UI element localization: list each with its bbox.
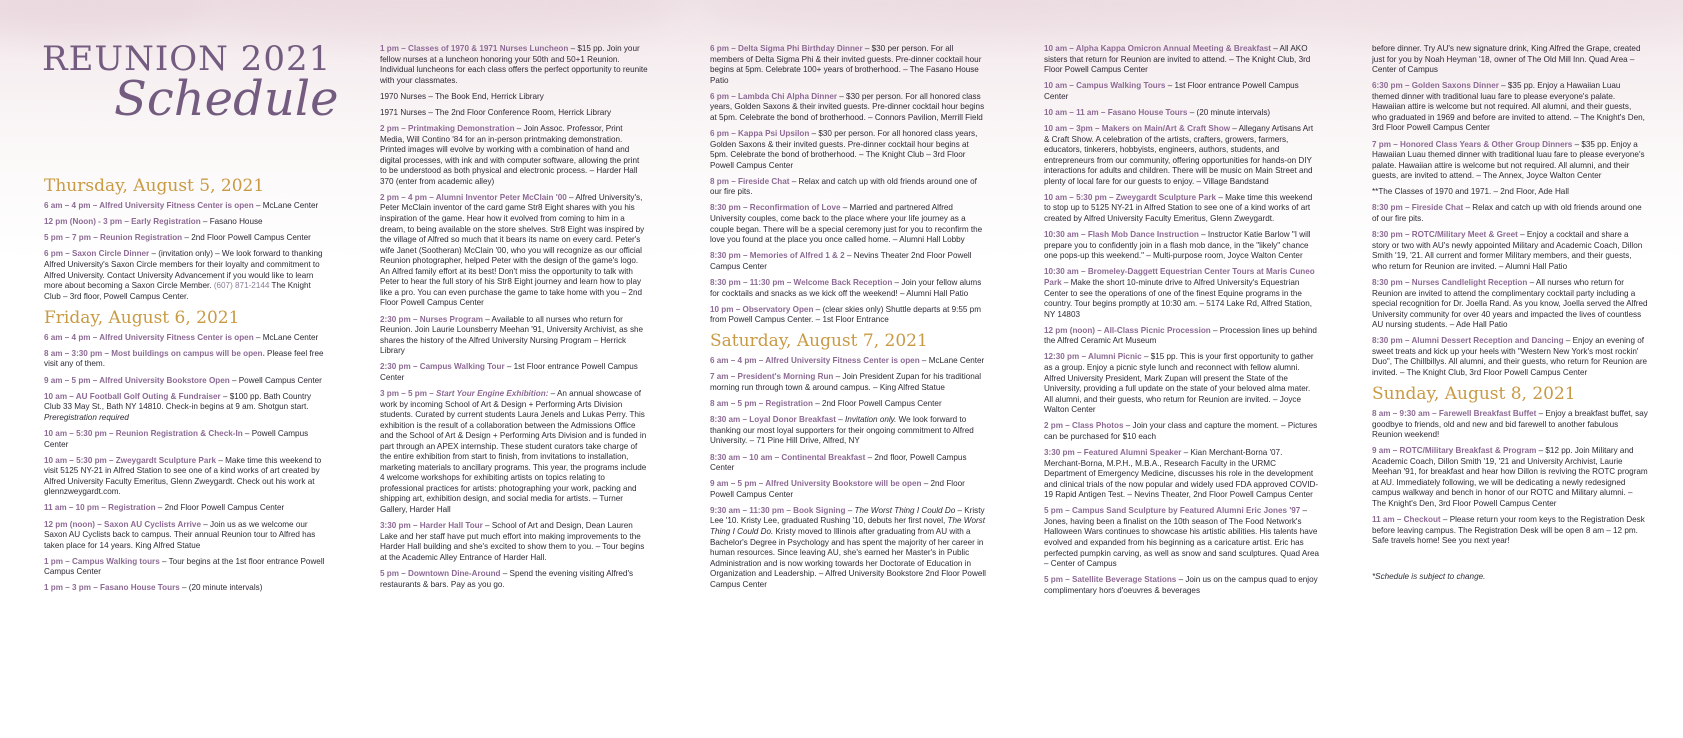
event-entry: [1044, 506, 1320, 569]
event-text: **The Classes of 1970 and 1971. – 2nd Floor, Ade Hall: [1372, 187, 1569, 197]
sky-cloud: [0, 0, 200, 40]
schedule-column-5: [1372, 44, 1648, 589]
event-text: The Worst Thing I Could Do: [854, 505, 956, 515]
event-title: 8 am – 9:30 am – Farewell Breakfast Buffet: [1372, 409, 1537, 419]
event-title: 8:30 pm – Nurses Candlelight Reception: [1372, 277, 1528, 287]
event-entry: [1044, 267, 1320, 320]
event-title: 6 am – 4 pm – Alfred University Fitness Center is open: [44, 332, 254, 342]
event-text: 1970 Nurses – The Book End, Herrick Library: [380, 91, 544, 101]
event-text: – Allegany Artisans Art & Craft Show. A celebration of the artists, crafters, growers, farmers, educators, tinkerers, hobbyists, engineers, authors, students, and entrepreneurs from our community, offering opportunities for hands-on DIY interactions for adults and children. There will be music on Main Street and plenty of local fare for our guests to enjoy. – Village Bandstand: [1044, 124, 1314, 186]
event-title: 11 am – Checkout: [1372, 515, 1441, 525]
event-title: 9:30 am – 11:30 pm – Book Signing: [710, 505, 846, 515]
event-title: 10 am – 5:30 pm – Zweygardt Sculpture Park: [44, 455, 217, 465]
event-text: The Knight Club – 3rd floor, Powell Campus Center.: [44, 281, 311, 301]
event-text: – Procession lines up behind the Alfred Ceramic Art Museum: [1044, 325, 1317, 346]
event-text: – McLane Center: [253, 201, 319, 210]
event-entry: [44, 520, 326, 552]
event-text: – Nevins Theater 2nd Floor Powell Campus Center: [710, 251, 972, 271]
event-text: – All nurses who return for Reunion are invited to attend the complimentary cocktail party including a special recognition for Dr. Joella Rand. As you know, Joella served the Alfred University community for over 40 years and impacted the lives of countless AU nursing students. – Ade Hall Patio: [1372, 277, 1648, 330]
event-text: – 2nd Floor Powell Campus Center: [812, 399, 942, 409]
schedule-subtitle: Schedule: [114, 71, 339, 127]
event-entry: [710, 305, 988, 326]
event-text: – Instructor Katie Barlow "I will prepare you to confidently join in a flash mob dance, in the "likely" chance one pops-up this weekend." – Multi-purpose room, Joyce Walton Center: [1044, 230, 1311, 261]
event-text: – $30 per person. For all members of Delta Sigma Phi & their invited guests. Pre-dinner cocktail hour begins at 5pm. Celebrate 100+ years of brotherhood. – The Fasano House Patio: [710, 44, 982, 85]
event-text: – $35 pp. Enjoy a Hawaiian Luau themed dinner with traditional luau fare to please everyone's palate. Hawaiian attire is welcome but not required. All alumni, and their guests, who graduated in 1969 and before are invited to attend. – The Knight's Den, 3rd Floor Powell Campus Center: [1372, 81, 1645, 133]
event-text: – Fasano House: [200, 217, 263, 227]
event-text: – An annual showcase of work by incoming School of Art & Design + Performing Arts Division students. Curated by current students Laura Jenels and Lukas Perry. This exhibition is the result of a collaboration between the Admissions Office and the School of Art & Design + Performing Arts Division and is funded in part through an APEX internship. These student curators take charge of the entire exhibition from start to finish, from invitations to installation, marketing materials to ancillary programs. This year, the programs include 4 welcome workshops for exhibiting artists on topics relating to professional practices for artists: photographing your work, packing and shipping art, exhibition design, and social media for artists. – Turner Gallery, Harder Hall: [380, 389, 647, 515]
event-title: 7 pm – Honored Class Years & Other Group Dinners: [1372, 139, 1573, 149]
event-entry: [44, 349, 326, 370]
event-text: – Relax and catch up with old friends around one of our fire pits.: [1372, 203, 1642, 224]
event-text: – Jones, having been a finalist on the 10th season of The Food Network's Halloween Wars continues to showcase his artistic abilities. His talents have evolved and expanded from his beginning as a caricature artist. Eric has perfected pumpkin carving, as well as snow and sand sculptures. Quad Area – Center of Campus: [1044, 506, 1320, 569]
event-title: 1 pm – Classes of 1970 & 1971 Nurses Luncheon: [380, 44, 569, 53]
event-entry: [710, 453, 988, 474]
event-entry: [44, 376, 326, 387]
event-title: 2 pm – 4 pm – Alumni Inventor Peter McClain '00: [380, 192, 567, 202]
day-heading: Friday, August 6, 2021: [44, 307, 240, 328]
day-heading: Saturday, August 7, 2021: [710, 331, 928, 352]
event-text: – Join us as we welcome our Saxon AU Cyclists back to campus. Their annual Reunion tour to Alfred has taken place for 14 years. King Alfred Statue: [44, 519, 316, 550]
event-title: 10 am – 3pm – Makers on Main/Art & Craft Show: [1044, 124, 1231, 134]
event-text: *Schedule is subject to change.: [1372, 572, 1486, 582]
event-entry: [1044, 326, 1320, 347]
event-text: – $15 pp. Join your fellow nurses at a luncheon honoring your 50th and 50+1 Reunion. Individual luncheons for each class offers the perfect opportunity to reunite with your classmates.: [380, 44, 648, 85]
event-title: 2:30 pm – Campus Walking Tour: [380, 362, 505, 372]
event-entry: [1044, 124, 1320, 187]
event-entry: [710, 479, 988, 500]
event-text: – $100 pp. Bath Country Club 33 May St., Bath NY 14810. Check-in begins at 9 am. Shotgun start.: [44, 391, 312, 412]
event-title: 1 pm – Campus Walking tours: [44, 556, 160, 566]
event-title: 8:30 am – Loyal Donor Breakfast: [710, 415, 836, 425]
event-text: – Enjoy a breakfast buffet, say goodbye to friends, old and new and bid farewell to another fabulous Reunion weekend!: [1372, 409, 1648, 440]
event-entry: [710, 44, 988, 86]
event-text: – Join Assoc. Professor, Print Media, Will Contino '84 for an in-person printmaking demonstration. Printed images will evolve by working with a combination of hand and digital processes, with ink and with computer software, allowing the print to be understood as both physical and electronic process. – Harder Hall 370 (enter from academic alley): [380, 124, 640, 186]
reunion-header: [42, 39, 339, 127]
event-title: 3:30 pm – Featured Alumni Speaker: [1044, 447, 1182, 457]
event-entry: [380, 92, 648, 103]
event-entry: [44, 333, 326, 344]
event-text: – Make the short 10-minute drive to Alfred University's Equestrian Center to see the operations of one of the finest Equine programs in the country. Tour begins promptly at 10:30 am. – 5174 Lake Rd, Alfred Station, NY 14803: [1044, 277, 1312, 319]
event-title: 2:30 pm – Nurses Program: [380, 314, 483, 324]
event-title: 9 am – 5 pm – Alfred University Bookstore Open: [44, 375, 230, 385]
event-entry: [44, 503, 326, 514]
event-text: – 1st Floor entrance Powell Campus Center: [1044, 81, 1299, 101]
event-title: 3 pm – 5 pm –: [380, 389, 436, 399]
event-entry: [710, 177, 988, 198]
event-entry: [44, 557, 326, 578]
event-title: 8:30 am – 10 am – Continental Breakfast: [710, 452, 866, 462]
event-entry: [710, 372, 988, 393]
event-title: 9 am – 5 pm – Alfred University Bookstore will be open: [710, 479, 922, 489]
event-text: – (20 minute intervals): [1187, 107, 1271, 117]
event-text: – (20 minute intervals): [179, 583, 263, 593]
event-text: – $30 per person. For all honored class years, Golden Saxons & their invited guests. Pre-dinner cocktail hour begins at 5pm. Celebrate the bond of brotherhood. – The Knight Club – 3rd Floor Powell Campus Center: [710, 129, 978, 170]
sky-cloud: [1280, 0, 1683, 35]
event-text: Preregistration required: [44, 412, 129, 422]
event-text: – 2nd floor, Powell Campus Center: [710, 452, 967, 473]
event-text: – McLane Center: [919, 356, 985, 366]
event-title: 3:30 pm – Harder Hall Tour: [380, 521, 483, 531]
event-title: 6 pm – Kappa Psi Upsilon: [710, 129, 810, 139]
event-text: – Join your class and capture the moment. – Pictures can be purchased for $10 each: [1044, 421, 1318, 441]
event-entry: [1372, 44, 1648, 76]
event-text: Kristy moved to Illinois after graduating from AU with a Bachelor's Degree in Psychology and has spent the majority of her career in human resources. Since leaving AU, she's earned her Master's in Public Administration and is now working towards her Doctorate of Education in Organization and Leadership. – Alfred University Bookstore 2nd Floor Powell Campus Center: [710, 527, 986, 589]
event-entry: [44, 456, 326, 498]
event-text: We look forward to thanking our most loyal supporters for their ongoing commitment to Alfred University. – 71 Pine Hill Drive, Alfred, NY: [710, 415, 974, 446]
event-entry: [44, 583, 326, 594]
event-entry: [710, 251, 988, 272]
event-entry: [44, 233, 326, 244]
event-text: – Spend the evening visiting Alfred's restaurants & bars. Pay as you go.: [380, 568, 634, 589]
event-entry: [1044, 81, 1320, 102]
event-title: 6 pm – Saxon Circle Dinner: [44, 249, 150, 259]
event-entry: [1372, 446, 1648, 509]
event-text: – Tour begins at the 1st floor entrance Powell Campus Center: [44, 556, 325, 577]
event-text: – School of Art and Design, Dean Lauren Lake and her staff have put much effort into making improvements to the Harder Hall building and she's excited to show them to you. – Tour begins at the Academic Alley Entrance of Harder Hall.: [380, 521, 645, 562]
event-entry: [380, 315, 648, 357]
event-text: – 2nd Floor Powell Campus Center: [155, 503, 285, 513]
event-title: 10 am – Alpha Kappa Omicron Annual Meeting & Breakfast: [1044, 44, 1271, 53]
day-heading: Thursday, August 5, 2021: [44, 176, 265, 196]
event-text: – Married and partnered Alfred University couples, come back to the place where your life journey as a couple began. There will be a special ceremony just for you to reconfirm the love you found at the place you once called home. – Alumni Hall Lobby: [710, 203, 983, 245]
event-title: 12 pm (Noon) - 3 pm – Early Registration: [44, 217, 201, 227]
event-text: – (clear skies only) Shuttle departs at 9:55 pm from Powell Campus Center. – 1st Floor Entrance: [710, 304, 981, 325]
event-title: Start Your Engine Exhibition:: [436, 389, 549, 399]
event-text: – McLane Center: [253, 332, 319, 342]
event-text: – $35 pp. Enjoy a Hawaiian Luau themed dinner with traditional luau fare to please everyone's palate. Hawaiian attire is welcome but not required. All alumni, and their guests, are invited to attend. – The Annex, Joyce Walton Center: [1372, 139, 1645, 181]
event-entry: [710, 399, 988, 410]
event-entry: [1044, 193, 1320, 225]
event-text: – All AKO sisters that return for Reunion are invited to attend. – The Knight Club, 3rd Floor Powell Campus Center: [1044, 44, 1311, 75]
event-title: 12 pm (noon) – Saxon AU Cyclists Arrive: [44, 519, 201, 529]
event-text: – Powell Campus Center: [229, 375, 322, 385]
event-entry: [1044, 352, 1320, 415]
event-title: 8:30 pm – ROTC/Military Meet & Greet: [1372, 230, 1518, 240]
event-entry: [1044, 575, 1320, 596]
event-title: 8 pm – Fireside Chat: [710, 176, 790, 186]
event-entry: [1372, 203, 1648, 224]
event-title: 10:30 am – Flash Mob Dance Instruction: [1044, 230, 1199, 240]
event-entry: [1372, 81, 1648, 134]
event-title: 10 am – 5:30 pm – Zweygardt Sculpture Park: [1044, 192, 1217, 202]
event-entry: [1372, 140, 1648, 182]
event-entry: [44, 429, 326, 450]
event-text: – Available to all nurses who return for Reunion. Join Laurie Lounsberry Meehan '91, University Archivist, as she shares the history of the Alfred University Nursing Program – Herrick Library: [380, 314, 644, 356]
event-text: Invitation only.: [845, 415, 897, 425]
event-title: 7 am – President's Morning Run: [710, 372, 834, 382]
event-title: 6 am – 4 pm – Alfred University Fitness Center is open: [44, 201, 254, 210]
event-entry: [44, 249, 326, 302]
event-text: – Enjoy a cocktail and share a story or two with AU's newly appointed Military and Academic Coach, Dillon Smith '19, '21. All current and former Military members, and their guests, who return for Reunion are invited. – Alumni Hall Patio: [1372, 230, 1643, 271]
event-entry: [710, 203, 988, 245]
event-entry: [710, 129, 988, 171]
schedule-column-1: [44, 176, 326, 600]
event-entry: [1372, 278, 1648, 331]
event-title: 6 pm – Delta Sigma Phi Birthday Dinner: [710, 44, 863, 53]
event-entry: [710, 415, 988, 447]
event-entry: [44, 201, 326, 212]
event-entry: [710, 506, 988, 590]
event-title: 10 am – AU Football Golf Outing & Fundraiser: [44, 391, 221, 401]
schedule-column-3: [710, 44, 988, 596]
event-title: 12 pm (noon) – All-Class Picnic Procession: [1044, 325, 1211, 335]
event-title: 6:30 pm – Golden Saxons Dinner: [1372, 81, 1499, 91]
sky-cloud: [160, 0, 680, 40]
day-heading: Sunday, August 8, 2021: [1372, 384, 1576, 405]
event-text: before dinner. Try AU's new signature drink, King Alfred the Grape, created just for you by Noah Heyman '18, owner of The Old Mill Inn. Quad Area – Center of Campus: [1372, 44, 1641, 75]
event-entry: [380, 44, 648, 86]
reunion-title: REUNION 2021: [42, 39, 332, 79]
event-text: – 2nd Floor Powell Campus Center: [710, 479, 965, 499]
event-title: 10 am – 5:30 pm – Reunion Registration & Check-In: [44, 428, 243, 438]
event-text: – Join President Zupan for his traditional morning run through town & around campus. – King Alfred Statue: [710, 372, 982, 393]
event-text: – 1st Floor entrance Powell Campus Center: [380, 362, 638, 382]
event-text: – Enjoy an evening of sweet treats and kick up your heels with "Western New York's most rockin' Duo", The Chillbillys. All alumni, and their guests, who return for Reunion are invited. – The Knight Club, 3rd Floor Powell Campus Center: [1372, 336, 1648, 377]
event-text: – $12 pp. Join Military and Academic Coach, Dillon Smith '19, '21 and University Archivist, Laurie Meehan '91, for breakfast and hear how Dillon is reviving the ROTC program at AU. Immediately following, we will be dedicating a newly redesigned campus walkway and bench in honor of our ROTC and Military alumni. – The Knight's Den, 3rd Floor Powell Campus Center: [1372, 446, 1648, 509]
event-text: – Please return your room keys to the Registration Desk before leaving campus. The Registration Desk will be open 8 am – 12 pm. Safe travels home! See you next year!: [1372, 515, 1645, 546]
event-title: 11 am – 10 pm – Registration: [44, 503, 156, 513]
event-entry: [1372, 336, 1648, 378]
event-entry: [380, 389, 648, 516]
schedule-column-2: [380, 44, 648, 596]
event-title: 10 am – Campus Walking Tours: [1044, 81, 1166, 91]
event-title: 8 am – 3:30 pm – Most buildings on campus will be open.: [44, 348, 265, 358]
event-title: 2 pm – Printmaking Demonstration: [380, 124, 515, 134]
event-text: – Alfred University's, Peter McClain inventor of the card game Str8 Eight shares with you his inspiration of the game. Hear how it evolved from coming to him in a dream, to being available on the store shelves. Str8 Eight was inspired by the village of Alfred so much that it bears its name on every card. Peter's wife Janet (Sootheran) McClain '00, who you will recognize as our official Reunion photographer, helped Peter with the design of the game's logo. An Alfred family effort at its best! Don't miss the opportunity to talk with Peter to hear the full story of his Str8 Eight journey and learn how to play like a pro. You can even purchase the game to take home with you – 2nd Floor Powell Campus Center: [380, 192, 645, 308]
event-text: – Kristy Lee '10. Kristy Lee, graduated Rushing '10, debuts her first novel,: [710, 505, 985, 526]
event-text: – Join your fellow alums for cocktails and snacks as we kick off the weekend! – Alumni Hall Patio: [710, 277, 982, 298]
event-text: 1971 Nurses – The 2nd Floor Conference Room, Herrick Library: [380, 107, 612, 117]
event-entry: [1044, 108, 1320, 119]
spacer: [1372, 552, 1648, 572]
event-text: Please feel free visit any of them.: [44, 348, 324, 369]
event-title: 10 am – 11 am – Fasano House Tours: [1044, 107, 1188, 117]
event-entry: [380, 193, 648, 309]
event-entry: [1372, 572, 1648, 583]
phone-number: (607) 871-2144: [213, 281, 270, 291]
event-entry: [1044, 230, 1320, 262]
event-title: 5 pm – 7 pm – Reunion Registration: [44, 233, 183, 243]
event-text: – Kian Merchant-Borna '07. Merchant-Borna, M.P.H., M.B.A., Research Faculty in the URMC Department of Emergency Medicine, discusses his role in the development and clinical trials of the now popular and widely used FDA approved COVID-19 Rapid Antigen Test. – Nevins Theater, 2nd Floor Powell Campus Center: [1044, 447, 1319, 500]
event-entry: [1044, 448, 1320, 501]
event-title: 10:30 am – Bromeley-Daggett Equestrian Center Tours at Maris Cuneo Park: [1044, 267, 1315, 287]
event-entry: [380, 108, 648, 119]
event-entry: [710, 356, 988, 367]
event-text: – Make time this weekend to visit 5125 NY-21 in Alfred Station to see one of a kind works of art created by Alfred University Faculty Emeritus, Glenn Zweygardt. Check out his work at glennzweygardt.com.: [44, 455, 322, 497]
event-entry: [1372, 409, 1648, 441]
event-text: – Relax and catch up with old friends around one of our fire pits.: [710, 176, 977, 197]
event-title: 8:30 pm – Alumni Dessert Reception and Dancing: [1372, 336, 1564, 346]
event-entry: [380, 362, 648, 383]
event-title: 10 pm – Observatory Open: [710, 304, 814, 314]
event-text: –: [845, 505, 855, 515]
event-entry: [44, 217, 326, 228]
event-title: 5 pm – Satellite Beverage Stations: [1044, 575, 1177, 585]
event-entry: [380, 569, 648, 590]
event-title: 1 pm – 3 pm – Fasano House Tours: [44, 583, 180, 593]
event-entry: [1372, 515, 1648, 547]
event-text: – Powell Campus Center: [44, 428, 309, 449]
event-title: 8:30 pm – Fireside Chat: [1372, 203, 1464, 213]
event-title: 8:30 pm – 11:30 pm – Welcome Back Reception: [710, 277, 893, 287]
event-entry: [1044, 44, 1320, 76]
event-entry: [1044, 421, 1320, 442]
event-entry: [44, 392, 326, 424]
event-title: 6 pm – Lambda Chi Alpha Dinner: [710, 91, 838, 101]
event-title: 8:30 pm – Reconfirmation of Love: [710, 203, 841, 213]
sky-cloud: [700, 0, 1300, 35]
event-title: 9 am – ROTC/Military Breakfast & Program: [1372, 446, 1537, 456]
schedule-column-4: [1044, 44, 1320, 602]
event-text: – 2nd Floor Powell Campus Center: [182, 233, 311, 243]
event-title: 6 am – 4 pm – Alfred University Fitness Center is open: [710, 356, 920, 366]
event-title: 8 am – 5 pm – Registration: [710, 399, 813, 409]
event-entry: [710, 278, 988, 299]
event-text: –: [836, 415, 846, 425]
event-title: 8:30 pm – Memories of Alfred 1 & 2: [710, 251, 845, 261]
event-text: – Make time this weekend to stop up to 5125 NY-21 in Alfred Station to see one of a kind works of art created by Alfred University Faculty Emeritus, Glenn Zweygardt.: [1044, 192, 1313, 224]
event-title: 12:30 pm – Alumni Picnic: [1044, 352, 1142, 362]
event-text: – $30 per person. For all honored class years, Golden Saxons & their invited guests. Pre-dinner cocktail hour begins at 5pm. Celebrate the bond of brotherhood. – Connors Pavilion, Merrill Field: [710, 91, 985, 122]
event-entry: [380, 521, 648, 563]
event-entry: [1372, 230, 1648, 272]
event-text: – (invitation only) – We look forward to thanking Alfred University's Saxon Circle members for their loyalty and commitment to Alfred University. Contact University Advancement if you would like to learn more about becoming a Saxon Circle Member.: [44, 249, 323, 291]
event-entry: [1372, 187, 1648, 198]
event-text: – Join us on the campus quad to enjoy complimentary hors d'oeuvres & beverages: [1044, 575, 1318, 595]
event-title: 5 pm – Downtown Dine-Around: [380, 568, 501, 578]
event-title: 2 pm – Class Photos: [1044, 421, 1124, 431]
event-text: The Worst Thing I Could Do.: [710, 516, 986, 536]
event-title: 5 pm – Campus Sand Sculpture by Featured Alumni Eric Jones '97: [1044, 506, 1301, 516]
event-entry: [710, 92, 988, 124]
event-text: – $15 pp. This is your first opportunity to gather as a group. Enjoy a picnic style lunch and reconnect with fellow alumni. Alfred University President, Mark Zupan will present the State of the University, providing a full update on the state of your beloved alma mater. All alumni, and their guests, who return for Reunion are invited. – Joyce Walton Center: [1044, 352, 1314, 415]
event-entry: [380, 124, 648, 187]
